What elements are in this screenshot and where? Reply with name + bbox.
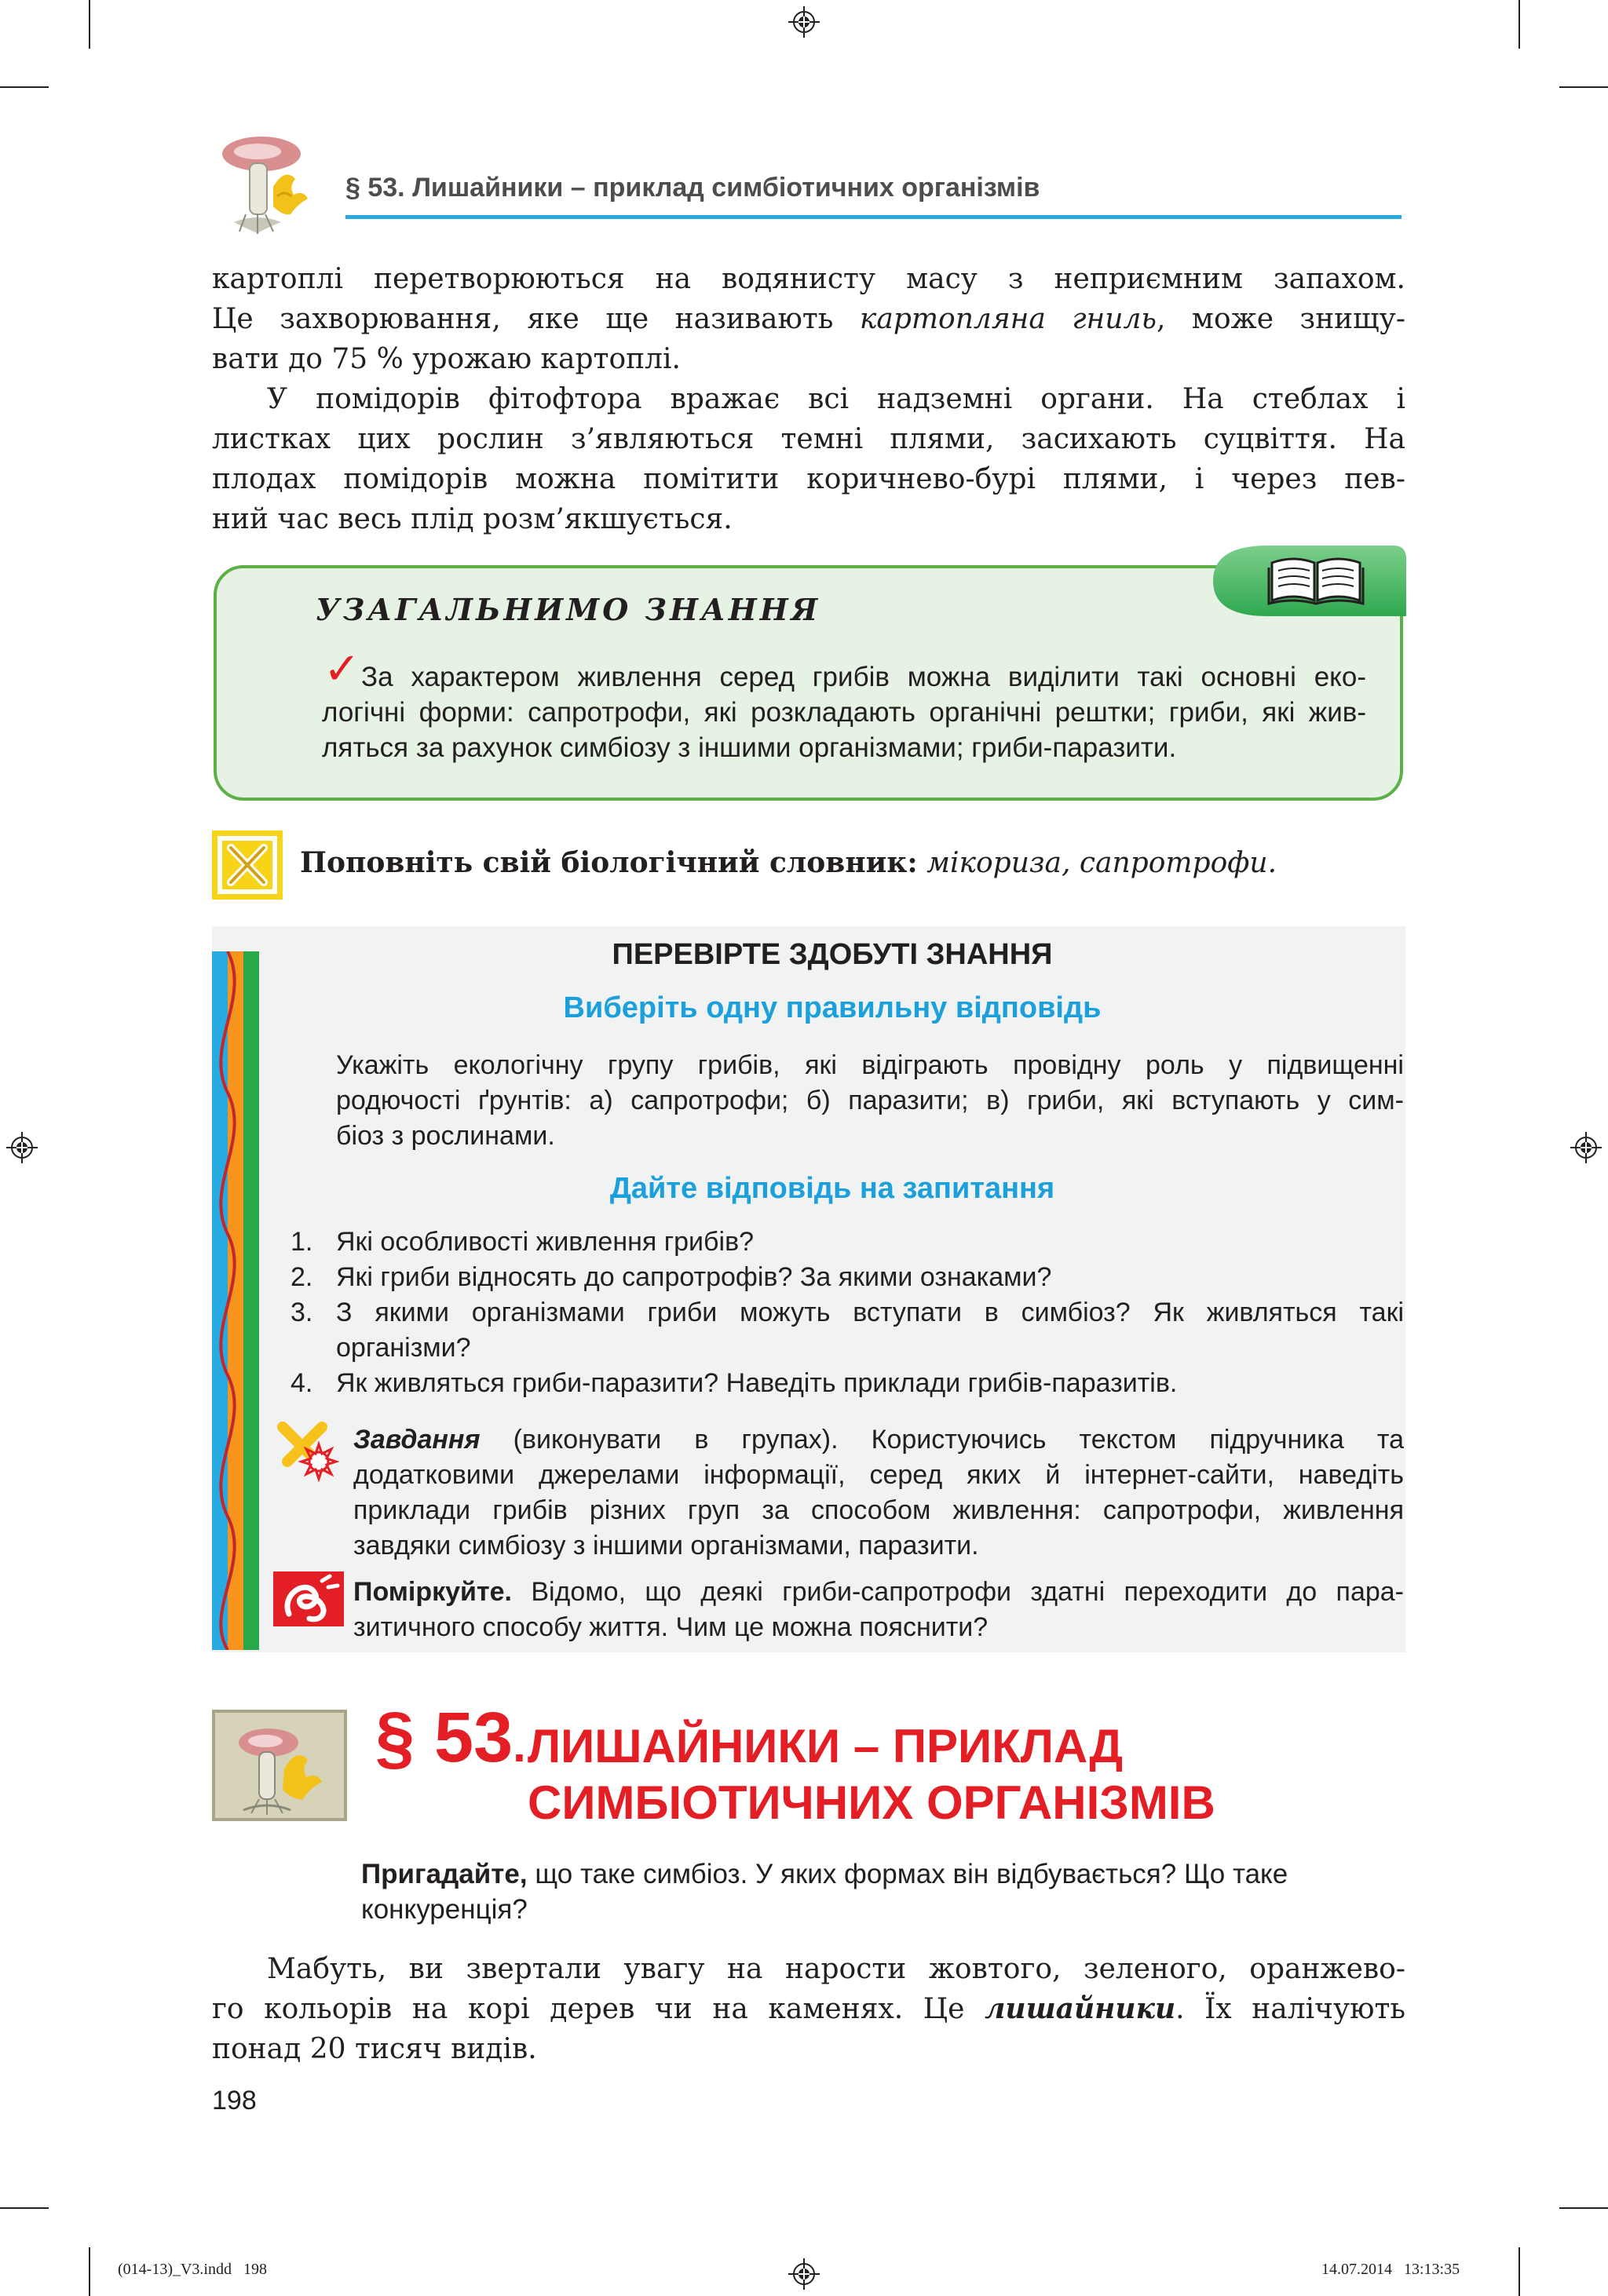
text-line: [361, 1856, 1405, 1892]
checkmark-icon: ✓: [323, 644, 360, 695]
text-line: У помідорів фітофтора вражає всі надземні органи. На стеблах і: [267, 383, 1405, 415]
text-run: го кольорів на корі дерев чи на каменях. Це: [212, 1993, 985, 2025]
choose-question: [336, 1048, 1404, 1154]
question-text: З якими організмами гриби можуть вступати в симбіоз? Як живляться такі: [336, 1298, 1404, 1327]
question-item: [291, 1260, 1405, 1295]
question-text: Які гриби відносять до сапротрофів? За якими ознаками?: [336, 1262, 1052, 1292]
bold-term: лишайники: [985, 1992, 1176, 2025]
text-line: За характером живлення серед грибів можна виділити такі основні еко-: [361, 662, 1366, 692]
text-line: біоз з рослинами.: [336, 1121, 555, 1151]
text-line: Укажіть екологічну групу грибів, які відіграють провідну роль у підвищенні: [336, 1050, 1404, 1080]
crop-mark: [1559, 2207, 1608, 2209]
header-rule: [345, 215, 1402, 219]
text-run: що таке симбіоз. У яких формах він відбувається? Що таке: [527, 1859, 1288, 1889]
running-header-title: § 53. Лишайники – приклад симбіотичних організмів: [345, 173, 1040, 203]
text-line: листках цих рослин з’являються темні плями, засихають суцвіття. На: [212, 423, 1405, 455]
print-slug-file: (014-13)_V3.indd 198: [118, 2261, 267, 2278]
answer-questions-title: Дайте відповідь на запитання: [609, 1172, 1055, 1205]
paragraph-title-line: ЛИШАЙНИКИ – ПРИКЛАД: [528, 1720, 1124, 1772]
text-line: конкуренція?: [361, 1894, 528, 1925]
paragraph-number: [375, 1698, 526, 1779]
registration-mark-icon: [1570, 1132, 1602, 1163]
text-run: Це захворювання, яке ще називають: [212, 303, 860, 335]
question-text: Які особливості живлення грибів?: [336, 1227, 755, 1257]
text-line: понад 20 тисяч видів.: [212, 2033, 537, 2065]
paragraph-title-line: СИМБІОТИЧНИХ ОРГАНІЗМІВ: [528, 1776, 1215, 1829]
text-line: ний час весь плід розм’якшується.: [212, 503, 733, 535]
think-icon: [273, 1571, 344, 1626]
page-number: 198: [212, 2086, 257, 2115]
text-run: (виконувати в групах). Користуючись текстом підручника та: [480, 1425, 1404, 1455]
text-run: Відомо, що деякі гриби-сапротрофи здатні переходити до пара-: [511, 1577, 1404, 1607]
question-number: 1.: [291, 1227, 313, 1257]
text-line: плодах помідорів можна помітити коричнево-бурі плями, і через пев-: [212, 463, 1405, 495]
paragraph-number-dot: .: [513, 1719, 526, 1772]
check-knowledge-title: ПЕРЕВІРТЕ ЗДОБУТІ ЗНАННЯ: [612, 938, 1053, 971]
recall-prompt: [361, 1856, 1405, 1927]
crop-mark: [89, 0, 90, 49]
crop-mark: [89, 2247, 90, 2296]
recall-label: Пригадайте,: [361, 1859, 528, 1889]
paragraph-icon: [212, 1710, 347, 1821]
question-number: 2.: [291, 1262, 313, 1292]
question-text: Як живляться гриби-паразити? Наведіть приклади грибів-паразитів.: [336, 1368, 1178, 1398]
dictionary-icon: [212, 830, 283, 900]
paragraph-number-text: § 53: [375, 1699, 513, 1777]
think-label: Поміркуйте.: [353, 1577, 512, 1607]
text-line: Мабуть, ви звертали увагу на нарости жовтого, зеленого, оранжево-: [267, 1953, 1405, 1985]
crop-mark: [1518, 0, 1520, 49]
text-line: вати до 75 % урожаю картоплі.: [212, 343, 681, 375]
choose-answer-title: Виберіть одну правильну відповідь: [563, 991, 1102, 1024]
group-task: [353, 1422, 1404, 1564]
question-number: 3.: [291, 1298, 313, 1327]
text-line: додатковими джерелами інформації, серед яких й інтернет-сайти, наведіть: [353, 1460, 1404, 1490]
body-paragraph: [212, 1949, 1405, 2069]
text-run: . Їх налічують: [1175, 1993, 1405, 2025]
text-line: [212, 1989, 1405, 2029]
text-line: родючості ґрунтів: а) сапротрофи; б) паразити; в) гриби, які вступають у сим-: [336, 1086, 1404, 1115]
text-line: [212, 299, 1405, 339]
text-line: завдяки симбіозу з іншими організмами, паразити.: [353, 1531, 979, 1560]
summary-text: [322, 659, 1366, 765]
registration-mark-icon: [788, 2258, 820, 2290]
text-line: зитичного способу життя. Чим це можна пояснити?: [353, 1612, 989, 1642]
registration-mark-icon: [788, 6, 820, 38]
text-line: картоплі перетворюються на водянисту масу з неприємним запахом.: [212, 263, 1405, 295]
question-text: організми?: [336, 1333, 471, 1363]
text-run: , може знищу-: [1156, 303, 1405, 335]
dictionary-terms: мікориза, сапротрофи.: [926, 847, 1277, 879]
mushroom-lichen-icon: [203, 132, 312, 238]
text-line: логічні форми: сапротрофи, які розкладають органічні рештки; гриби, які жив-: [322, 697, 1366, 728]
decorative-stripes: [212, 951, 259, 1650]
print-slug-date: 14.07.2014 13:13:35: [1321, 2261, 1460, 2278]
text-line: ляться за рахунок симбіозу з іншими організмами; гриби-паразити.: [322, 732, 1177, 763]
group-task-icon: [276, 1419, 339, 1482]
question-item: [291, 1366, 1405, 1401]
italic-term: картопляна гниль: [859, 303, 1157, 335]
dictionary-label: Поповніть свій біологічний словник:: [300, 846, 918, 879]
crop-mark: [0, 86, 49, 88]
crop-mark: [1559, 86, 1608, 88]
text-line: приклади грибів різних груп за способом живлення: сапротрофи, живлення: [353, 1495, 1404, 1525]
crop-mark: [1518, 2247, 1520, 2296]
open-book-icon: [1266, 552, 1366, 607]
dictionary-line: [300, 846, 1277, 879]
question-number: 4.: [291, 1368, 313, 1398]
question-item: [291, 1225, 1405, 1260]
think-task: [353, 1575, 1404, 1645]
task-label: Завдання: [353, 1425, 481, 1455]
question-item: [291, 1295, 1405, 1366]
summary-heading: УЗАГАЛЬНИМО ЗНАННЯ: [316, 592, 821, 627]
registration-mark-icon: [6, 1132, 38, 1163]
crop-mark: [0, 2207, 49, 2209]
text-line: [353, 1422, 1404, 1458]
intro-paragraph-2: [212, 379, 1405, 539]
text-line: [353, 1575, 1404, 1610]
intro-paragraph-1: [212, 259, 1405, 379]
